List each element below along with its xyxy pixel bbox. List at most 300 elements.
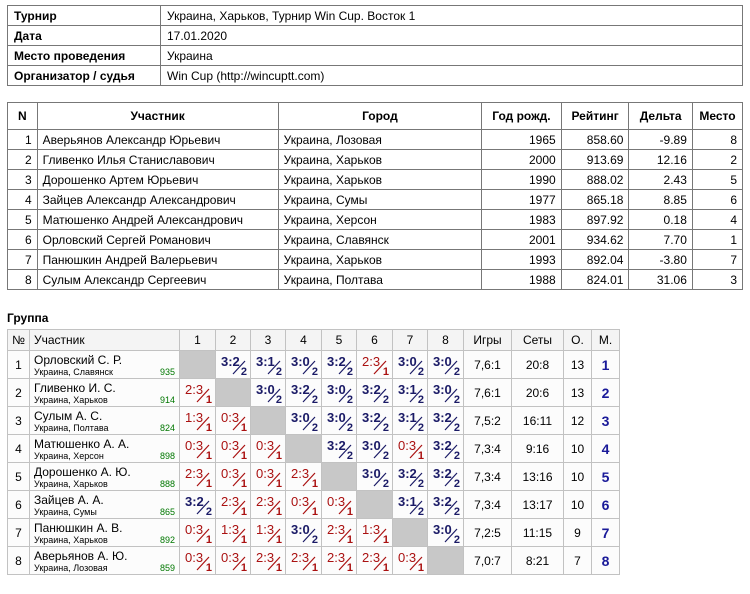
player-name: Панюшкин А. В. [34, 521, 123, 535]
match-points: 2 [346, 422, 353, 434]
match-result [180, 407, 215, 434]
participant-row [8, 170, 743, 190]
participant-row [8, 230, 743, 250]
match-score: 2:3 [362, 354, 381, 369]
participant-cell: Украина, Харьков [278, 170, 482, 190]
participant-row [8, 270, 743, 290]
participant-cell: 1990 [482, 170, 562, 190]
self-match-cell [428, 547, 464, 575]
match-points: 1 [417, 562, 424, 574]
info-row [8, 46, 743, 66]
match-result [286, 463, 321, 490]
match-result [286, 379, 321, 406]
match-result [393, 547, 427, 574]
tournament-info-table [7, 5, 743, 86]
match-result [180, 463, 215, 490]
group-games: 7,3:4 [464, 463, 512, 491]
match-result-cell [322, 491, 357, 519]
match-result [251, 435, 285, 462]
match-result-cell [393, 463, 428, 491]
group-games: 7,3:4 [464, 435, 512, 463]
participant-cell: 2000 [482, 150, 562, 170]
match-score: 3:2 [185, 494, 204, 509]
match-result [393, 491, 427, 518]
group-row-number: 4 [8, 435, 30, 463]
match-score: 0:3 [221, 410, 240, 425]
match-points: 1 [205, 478, 212, 490]
match-result-cell [393, 491, 428, 519]
match-points: 2 [453, 534, 460, 546]
match-result [393, 351, 427, 378]
group-header: М. [592, 330, 620, 351]
group-place: 4 [592, 435, 620, 463]
match-result-cell [357, 547, 393, 575]
match-score: 1:3 [221, 522, 240, 537]
match-result [322, 435, 356, 462]
match-points: 2 [453, 450, 460, 462]
player-name: Гливенко И. С. [34, 381, 116, 395]
group-header: 1 [180, 330, 216, 351]
match-points: 1 [275, 506, 282, 518]
participants-header: N [8, 103, 38, 130]
participant-cell: 5 [692, 170, 742, 190]
group-points: 13 [564, 351, 592, 379]
participant-cell: 3 [8, 170, 38, 190]
group-row [8, 491, 620, 519]
match-points: 2 [346, 366, 353, 378]
info-row [8, 26, 743, 46]
match-result-cell [428, 379, 464, 407]
player-name: Орловский С. Р. [34, 353, 123, 367]
group-player [30, 463, 180, 491]
participant-cell: -9.89 [629, 130, 692, 150]
match-score: 2:3 [327, 522, 346, 537]
match-score: 3:2 [362, 382, 381, 397]
match-result-cell [251, 491, 286, 519]
match-result-cell [216, 435, 251, 463]
match-score: 1:3 [256, 522, 275, 537]
player-name: Матюшенко А. А. [34, 437, 130, 451]
match-result [393, 463, 427, 490]
match-points: 2 [311, 422, 318, 434]
match-points: 2 [311, 534, 318, 546]
participant-cell: 897.92 [561, 210, 629, 230]
participant-cell: 7 [692, 250, 742, 270]
match-score: 3:1 [256, 354, 275, 369]
group-player [30, 435, 180, 463]
participant-cell: 1 [692, 230, 742, 250]
match-points: 2 [346, 394, 353, 406]
group-player [30, 351, 180, 379]
group-points: 10 [564, 463, 592, 491]
participant-cell: Орловский Сергей Романович [37, 230, 278, 250]
match-result-cell [286, 407, 322, 435]
match-points: 1 [275, 478, 282, 490]
match-result [251, 351, 285, 378]
participant-row [8, 210, 743, 230]
match-result [180, 519, 215, 546]
participant-cell: 1 [8, 130, 38, 150]
match-result [428, 379, 463, 406]
match-score: 0:3 [185, 550, 204, 565]
participant-cell: 888.02 [561, 170, 629, 190]
match-result [393, 435, 427, 462]
group-sets: 11:15 [512, 519, 564, 547]
match-points: 1 [240, 562, 247, 574]
match-result [216, 407, 250, 434]
match-result-cell [393, 407, 428, 435]
match-result [286, 547, 321, 574]
group-header: 3 [251, 330, 286, 351]
match-score: 3:0 [291, 354, 310, 369]
match-result-cell [180, 491, 216, 519]
participant-row [8, 250, 743, 270]
match-points: 1 [311, 506, 318, 518]
match-result-cell [393, 435, 428, 463]
match-result [428, 407, 463, 434]
match-score: 3:0 [433, 522, 452, 537]
match-result-cell [180, 407, 216, 435]
group-sets: 20:6 [512, 379, 564, 407]
match-points: 2 [417, 394, 424, 406]
match-result-cell [357, 463, 393, 491]
group-row [8, 519, 620, 547]
group-player [30, 491, 180, 519]
group-sets: 16:11 [512, 407, 564, 435]
match-result-cell [216, 519, 251, 547]
match-points: 2 [453, 478, 460, 490]
match-points: 2 [417, 478, 424, 490]
group-player [30, 379, 180, 407]
match-points: 2 [275, 394, 282, 406]
participants-header: Участник [37, 103, 278, 130]
info-row [8, 66, 743, 86]
match-score: 3:2 [221, 354, 240, 369]
player-city: Украина, Харьков [34, 535, 108, 545]
match-result-cell [251, 463, 286, 491]
participant-cell: Украина, Лозовая [278, 130, 482, 150]
match-score: 3:0 [327, 410, 346, 425]
participants-table [7, 102, 743, 290]
group-row [8, 463, 620, 491]
match-result-cell [216, 351, 251, 379]
group-row [8, 407, 620, 435]
group-row-number: 2 [8, 379, 30, 407]
match-result-cell [357, 407, 393, 435]
match-points: 2 [382, 422, 389, 434]
participant-cell: 3 [692, 270, 742, 290]
group-header: 4 [286, 330, 322, 351]
match-result [180, 547, 215, 574]
match-score: 0:3 [185, 438, 204, 453]
match-result [251, 519, 285, 546]
group-row [8, 351, 620, 379]
player-rating: 935 [159, 367, 175, 377]
participants-header: Год рожд. [482, 103, 562, 130]
match-result [251, 547, 285, 574]
match-result [428, 519, 463, 546]
participant-cell: Гливенко Илья Станиславович [37, 150, 278, 170]
match-result-cell [180, 435, 216, 463]
match-result [286, 519, 321, 546]
info-value: Украина, Харьков, Турнир Win Cup. Восток 1 [161, 6, 743, 26]
match-points: 2 [417, 422, 424, 434]
participant-cell: Украина, Сумы [278, 190, 482, 210]
match-points: 1 [205, 394, 212, 406]
match-points: 1 [240, 478, 247, 490]
player-rating: 914 [159, 395, 175, 405]
match-result-cell [393, 379, 428, 407]
group-points: 12 [564, 407, 592, 435]
participant-row [8, 130, 743, 150]
player-name: Сулым А. С. [34, 409, 103, 423]
match-result [322, 407, 356, 434]
match-score: 3:2 [327, 438, 346, 453]
info-value: 17.01.2020 [161, 26, 743, 46]
match-score: 3:2 [433, 466, 452, 481]
participant-cell: 1988 [482, 270, 562, 290]
match-score: 0:3 [398, 438, 417, 453]
match-result-cell [216, 491, 251, 519]
participant-cell: 2 [8, 150, 38, 170]
match-points: 1 [275, 562, 282, 574]
player-city: Украина, Харьков [34, 479, 108, 489]
player-rating: 898 [159, 451, 175, 461]
group-place: 1 [592, 351, 620, 379]
match-points: 1 [382, 534, 389, 546]
match-points: 1 [311, 562, 318, 574]
match-result [251, 491, 285, 518]
match-result-cell [180, 519, 216, 547]
match-result-cell [286, 463, 322, 491]
match-points: 1 [205, 562, 212, 574]
info-key: Дата [8, 26, 161, 46]
match-result [322, 379, 356, 406]
player-name: Аверьянов А. Ю. [34, 549, 128, 563]
match-result-cell [251, 547, 286, 575]
match-score: 0:3 [256, 466, 275, 481]
match-points: 2 [382, 450, 389, 462]
group-points: 10 [564, 435, 592, 463]
participant-cell: 1965 [482, 130, 562, 150]
info-value: Win Cup (http://wincuptt.com) [161, 66, 743, 86]
match-result-cell [286, 379, 322, 407]
group-place: 2 [592, 379, 620, 407]
participant-cell: 4 [8, 190, 38, 210]
player-name: Зайцев А. А. [34, 493, 104, 507]
participant-cell: 2001 [482, 230, 562, 250]
match-result [428, 463, 463, 490]
info-value: Украина [161, 46, 743, 66]
match-result [286, 407, 321, 434]
match-points: 2 [311, 366, 318, 378]
match-result [216, 351, 250, 378]
participant-cell: 6 [692, 190, 742, 210]
match-result-cell [322, 519, 357, 547]
participant-cell: -3.80 [629, 250, 692, 270]
participant-cell: 5 [8, 210, 38, 230]
group-title: Группа [7, 311, 49, 325]
group-points: 13 [564, 379, 592, 407]
match-result [251, 463, 285, 490]
match-score: 3:0 [291, 522, 310, 537]
match-score: 3:2 [291, 382, 310, 397]
match-result-cell [251, 351, 286, 379]
match-score: 0:3 [221, 438, 240, 453]
match-points: 1 [205, 450, 212, 462]
participant-cell: Украина, Херсон [278, 210, 482, 230]
group-sets: 20:8 [512, 351, 564, 379]
participant-cell: 913.69 [561, 150, 629, 170]
match-score: 2:3 [256, 494, 275, 509]
group-sets: 13:17 [512, 491, 564, 519]
match-points: 1 [417, 450, 424, 462]
group-header: 8 [428, 330, 464, 351]
match-score: 3:0 [433, 382, 452, 397]
match-points: 2 [453, 394, 460, 406]
participant-cell: 8 [8, 270, 38, 290]
match-points: 1 [275, 450, 282, 462]
participant-cell: Дорошенко Артем Юрьевич [37, 170, 278, 190]
match-result-cell [180, 463, 216, 491]
match-result [251, 379, 285, 406]
match-result-cell [322, 351, 357, 379]
player-city: Украина, Полтава [34, 423, 109, 433]
match-result [357, 351, 392, 378]
match-points: 2 [453, 422, 460, 434]
match-result [322, 547, 356, 574]
participant-cell: Украина, Полтава [278, 270, 482, 290]
group-row-number: 8 [8, 547, 30, 575]
self-match-cell [393, 519, 428, 547]
match-result-cell [357, 435, 393, 463]
match-result-cell [357, 379, 393, 407]
match-result-cell [216, 463, 251, 491]
match-score: 3:2 [398, 466, 417, 481]
participant-cell: 865.18 [561, 190, 629, 210]
info-key: Турнир [8, 6, 161, 26]
match-result [357, 463, 392, 490]
match-result [216, 491, 250, 518]
match-score: 2:3 [327, 550, 346, 565]
match-score: 3:2 [433, 410, 452, 425]
match-result-cell [357, 351, 393, 379]
match-score: 3:1 [398, 410, 417, 425]
match-result-cell [251, 379, 286, 407]
group-header: 6 [357, 330, 393, 351]
participant-cell: Сулым Александр Сергеевич [37, 270, 278, 290]
group-player [30, 519, 180, 547]
group-row [8, 435, 620, 463]
match-result [322, 351, 356, 378]
match-score: 2:3 [362, 550, 381, 565]
player-rating: 865 [159, 507, 175, 517]
match-result-cell [286, 491, 322, 519]
info-key: Место проведения [8, 46, 161, 66]
participant-cell: 0.18 [629, 210, 692, 230]
match-result [393, 407, 427, 434]
match-result-cell [180, 379, 216, 407]
match-score: 3:0 [362, 466, 381, 481]
self-match-cell [286, 435, 322, 463]
player-rating: 892 [159, 535, 175, 545]
match-score: 3:2 [433, 494, 452, 509]
match-result [180, 491, 215, 518]
group-place: 5 [592, 463, 620, 491]
match-result [216, 463, 250, 490]
match-points: 2 [453, 366, 460, 378]
match-result [322, 519, 356, 546]
group-sets: 13:16 [512, 463, 564, 491]
match-points: 2 [453, 506, 460, 518]
match-points: 2 [275, 366, 282, 378]
group-row-number: 7 [8, 519, 30, 547]
participant-cell: 934.62 [561, 230, 629, 250]
match-result-cell [216, 407, 251, 435]
match-result-cell [251, 435, 286, 463]
participant-cell: 7.70 [629, 230, 692, 250]
participant-row [8, 190, 743, 210]
match-result-cell [322, 407, 357, 435]
group-player [30, 407, 180, 435]
player-city: Украина, Лозовая [34, 563, 108, 573]
match-points: 1 [240, 534, 247, 546]
participant-cell: 8 [692, 130, 742, 150]
participant-cell: 1983 [482, 210, 562, 230]
match-score: 3:0 [398, 354, 417, 369]
participant-cell: Аверьянов Александр Юрьевич [37, 130, 278, 150]
match-result [357, 519, 392, 546]
match-result-cell [286, 351, 322, 379]
self-match-cell [251, 407, 286, 435]
group-header: 5 [322, 330, 357, 351]
match-points: 1 [240, 450, 247, 462]
match-result [393, 379, 427, 406]
group-place: 6 [592, 491, 620, 519]
match-result-cell [428, 351, 464, 379]
match-points: 2 [346, 450, 353, 462]
match-result [216, 435, 250, 462]
match-result-cell [216, 547, 251, 575]
match-result-cell [393, 351, 428, 379]
match-points: 2 [205, 506, 212, 518]
match-score: 0:3 [291, 494, 310, 509]
match-points: 2 [311, 394, 318, 406]
match-score: 3:0 [256, 382, 275, 397]
match-score: 0:3 [221, 550, 240, 565]
info-row [8, 6, 743, 26]
group-header: Сеты [512, 330, 564, 351]
participant-cell: 892.04 [561, 250, 629, 270]
match-score: 3:0 [291, 410, 310, 425]
participant-cell: Матюшенко Андрей Александрович [37, 210, 278, 230]
group-sets: 9:16 [512, 435, 564, 463]
participant-cell: Украина, Харьков [278, 250, 482, 270]
match-score: 3:2 [327, 354, 346, 369]
player-rating: 888 [159, 479, 175, 489]
match-result-cell [286, 519, 322, 547]
match-result [322, 491, 356, 518]
info-key: Организатор / судья [8, 66, 161, 86]
match-result [216, 519, 250, 546]
participants-header: Город [278, 103, 482, 130]
match-result [180, 379, 215, 406]
match-points: 1 [205, 534, 212, 546]
match-result-cell [322, 379, 357, 407]
participant-cell: 12.16 [629, 150, 692, 170]
match-result [428, 491, 463, 518]
participant-cell: 2.43 [629, 170, 692, 190]
